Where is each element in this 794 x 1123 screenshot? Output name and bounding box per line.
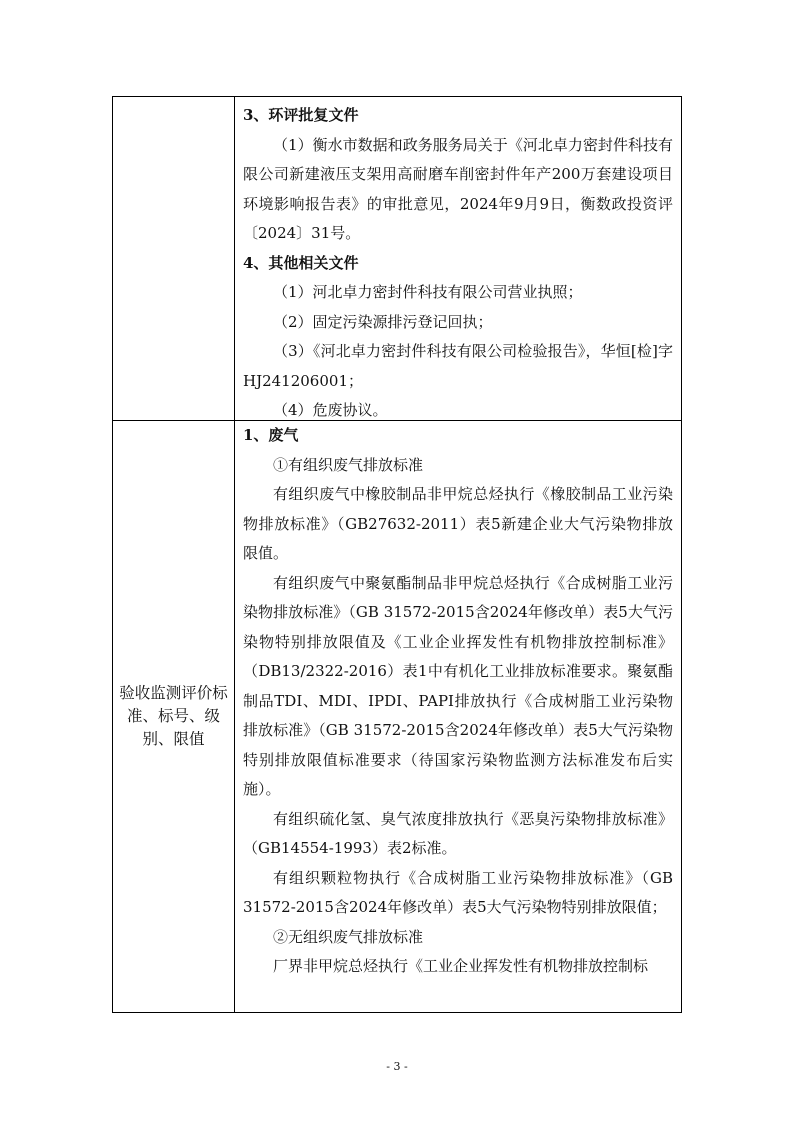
heading-waste-gas: 1、废气 [243,426,299,444]
approval-document-item: （1）衡水市数据和政务服务局关于《河北卓力密封件科技有限公司新建液压支架用高耐磨车削密封件年产200万套建设项目环境影响报告表》的审批意见，2024年9月9日，衡数政投资评〔2024〕31号。 [243,135,673,242]
business-license-item: （1）河北卓力密封件科技有限公司营业执照； [273,283,583,301]
criteria-content-cell [235,421,681,982]
pollution-registration-item: （2）固定污染源排污登记回执； [273,312,493,331]
page-number: - 3 - [386,1060,408,1073]
document-table [112,96,682,1013]
boundary-emission-paragraph: 厂界非甲烷总烃执行《工业企业挥发性有机物排放控制标 [273,957,649,975]
rubber-emission-paragraph: 有组织废气中橡胶制品非甲烷总烃执行《橡胶制品工业污染物排放标准》（GB27632-2011）表5新建企业大气污染物排放限值。 [243,485,673,562]
inspection-report-item: （3）《河北卓力密封件科技有限公司检验报告》，华恒[检]字HJ241206001； [243,342,673,390]
particulate-emission-paragraph: 有组织颗粒物执行《合成树脂工业污染物排放标准》（GB 31572-2015含2024年修改单）表5大气污染物特别排放限值； [243,868,673,916]
subheading-unorganized-emission: ②无组织废气排放标准 [273,927,424,946]
heading-approval-documents: 3、环评批复文件 [243,106,359,124]
approval-and-related-documents-cell [235,101,681,426]
heading-other-documents: 4、其他相关文件 [243,253,359,272]
polyurethane-emission-paragraph: 有组织废气中聚氨酯制品非甲烷总烃执行《合成树脂工业污染物排放标准》（GB 31572-2015含2024年修改单）表5大气污染物特别排放限值及《工业企业挥发性有机物排放控制标准》（DB13/2322-2016）表1中有机化工业排放标准要求。聚氨酯制品TDI、MDI、IPDI、PAPI排放执行《合成树脂工业污染物排放标准》（GB 31572-2015含2024年修改单）表5大气污染物特别排放限值标准要求（待国家污染物监测方法标准发布后实施）。 [243,573,673,798]
criteria-label-cell [113,421,234,1012]
criteria-label: 验收监测评价标准、标号、级别、限值 [119,684,228,748]
subheading-organized-emission: ①有组织废气排放标准 [273,455,424,474]
hazardous-waste-agreement-item: （4）危废协议。 [273,401,388,419]
odor-emission-paragraph: 有组织硫化氢、臭气浓度排放执行《恶臭污染物排放标准》（GB14554-1993）表2标准。 [243,809,673,857]
